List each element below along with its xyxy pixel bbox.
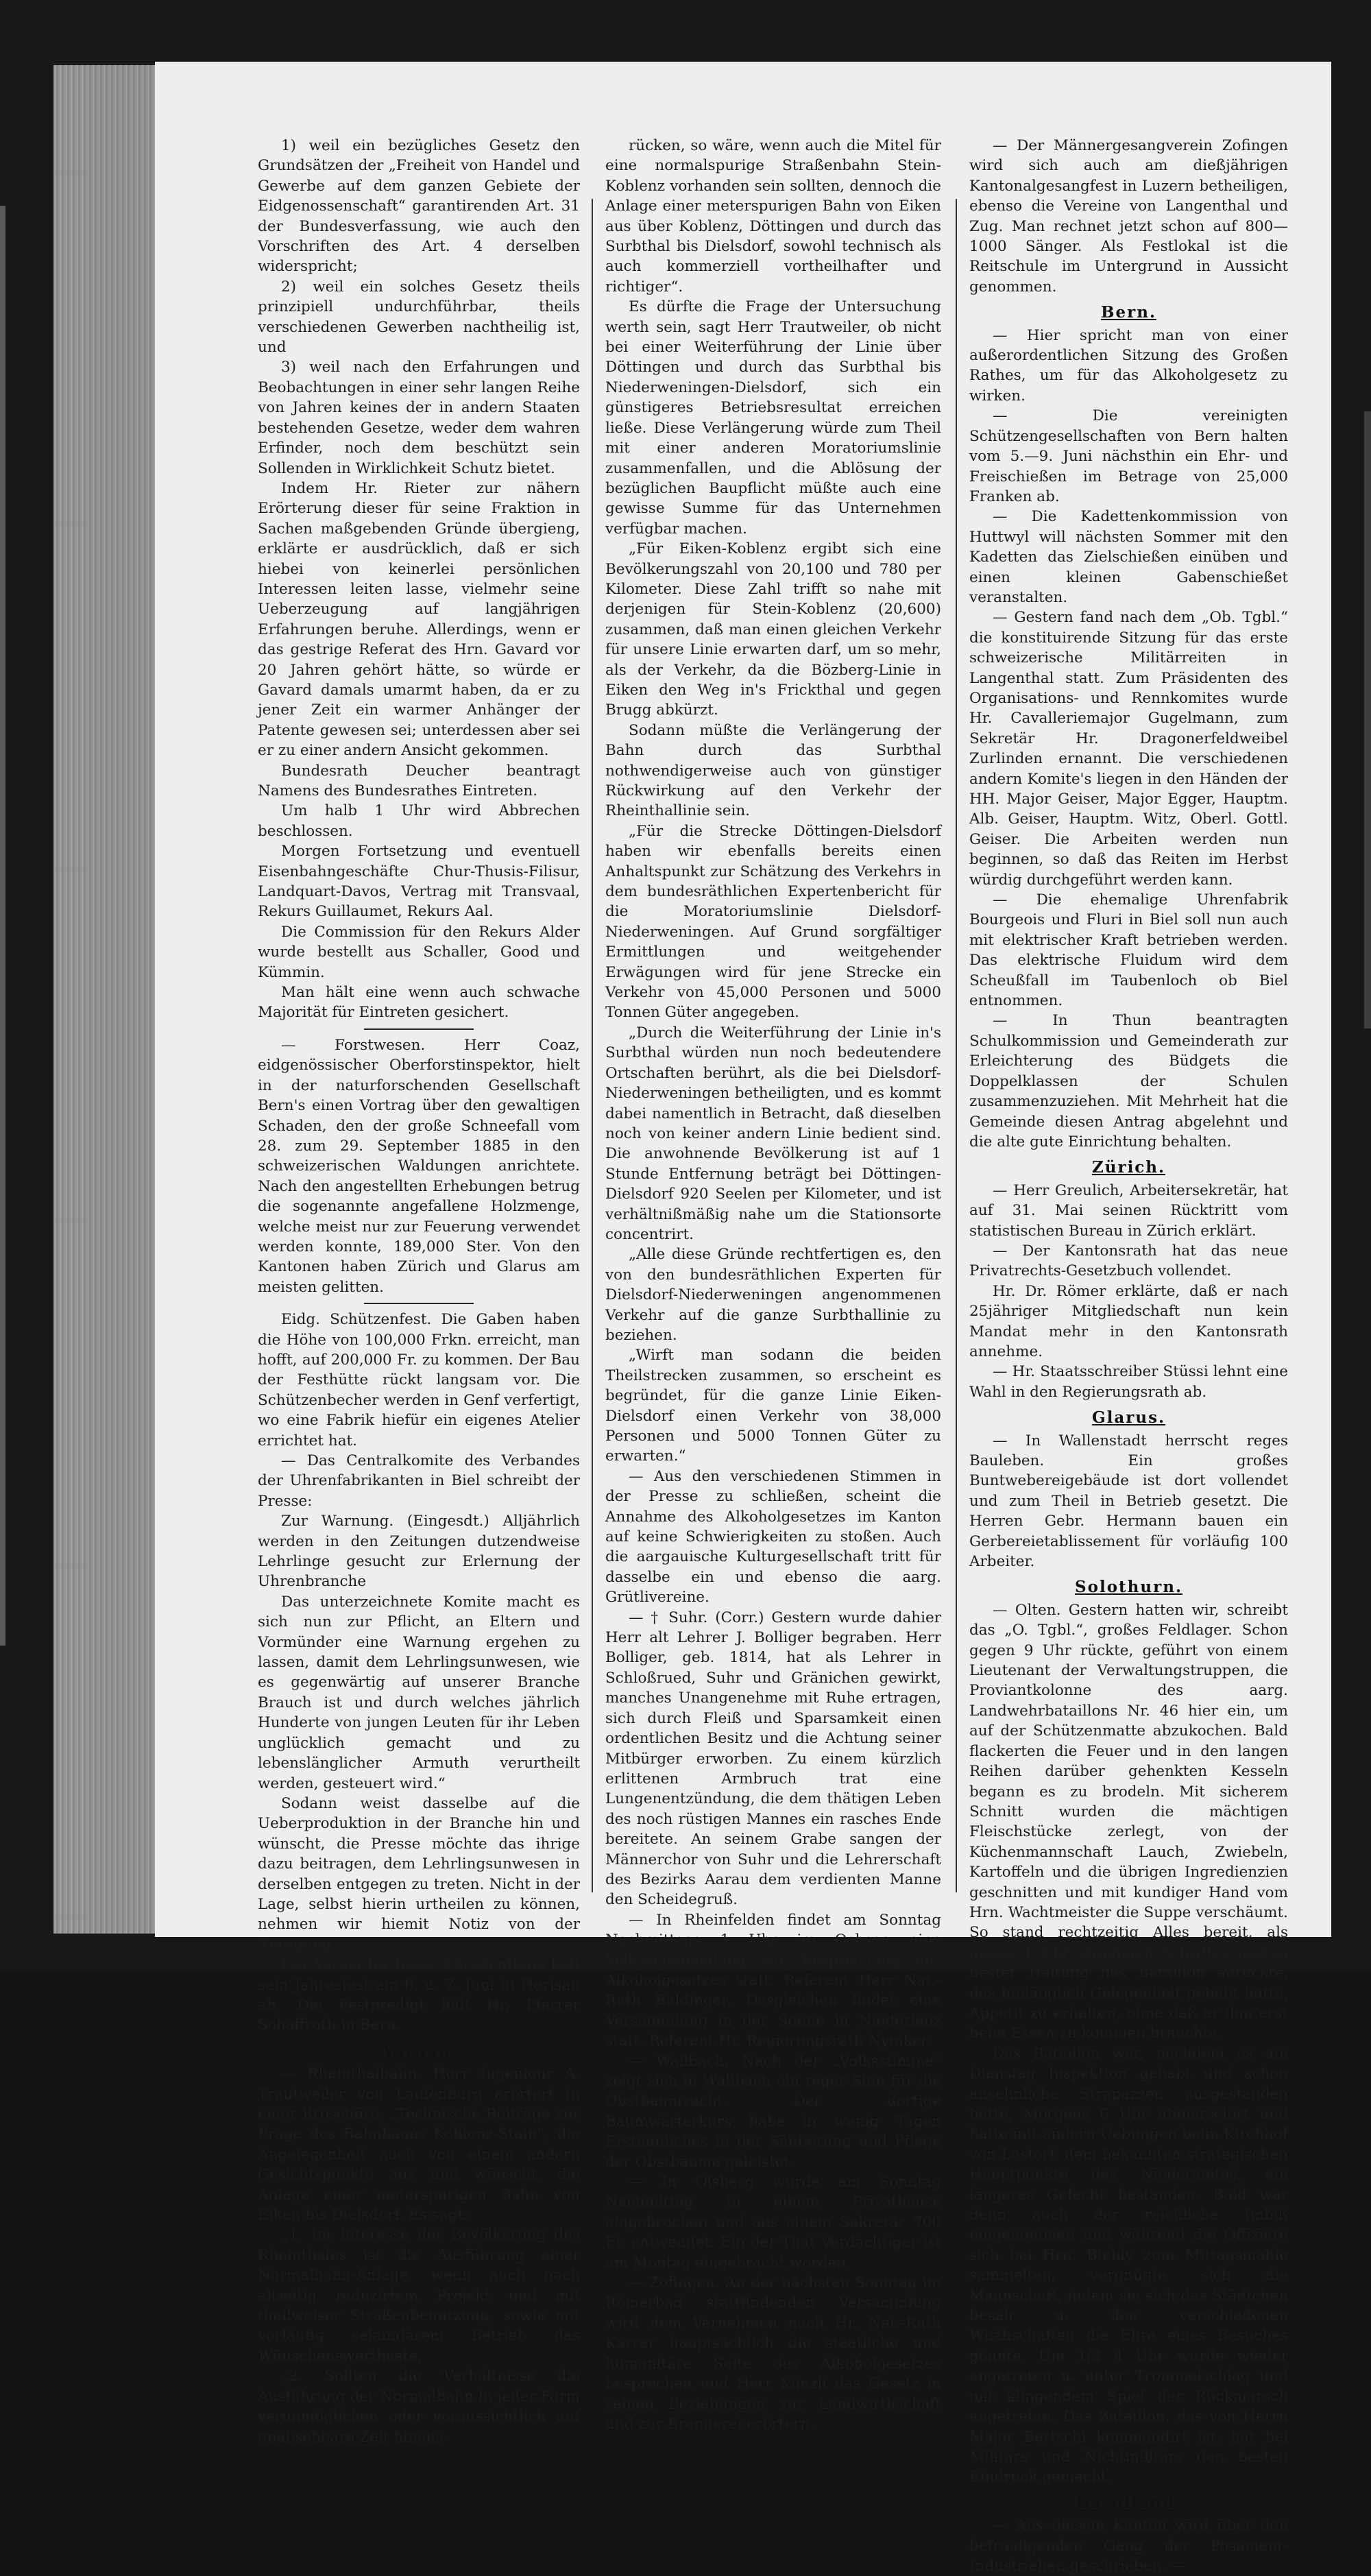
paragraph: 2) weil ein solches Gesetz theils prinzipiell undurchführbar, theils verschiedenen Gewerben nachtheilig ist, und <box>258 278 580 357</box>
section-divider <box>364 1028 474 1030</box>
paragraph: — In Rheinfelden findet am Sonntag Nachmittags 1 Uhr im Ochsen eine Volksversammlung zur Besprechung des Alkoholgesetzes statt. Referent Herr Nat.-Rath Baldinger. Desgleichen findet eine Versammlung in der Sonne in Niederlenz statt. Referent Hr. Regierungsrath Nyniker. <box>605 1911 941 2050</box>
column-3 <box>969 136 1288 2575</box>
paragraph: — Zofingen. An der nächsten Sonntag im Römerbad stattfindenden Versammlung wird dem Vernehmen nach Hr. Nat.-Rath Karrer hauptsächlich die staatliche und humanitäre Seite des Alkoholgesetzes besprechen und Herr Künzli das Gesetz in seinen Beziehungen zur Landwirthschaft und zur Brennerei erörtern. <box>605 2274 941 2433</box>
paragraph: „2. Sollten die Verhältnisse die Ausführung der Normalbahn in jeder Form verunmöglichen oder voraussichtlich auf unabsehbare Zeit hinaus- <box>258 2368 580 2446</box>
paragraph: — Das Centralkomite des Verbandes der Uhrenfabrikanten in Biel schreibt der Presse: <box>258 1452 580 1510</box>
paragraph: Die Commission für den Rekurs Alder wurde bestellt aus Schaller, Good und Kümmin. <box>258 923 580 981</box>
paragraph: Man hält eine wenn auch schwache Majorität für Eintreten gesichert. <box>258 984 580 1022</box>
paragraph: 3) weil nach den Erfahrungen und Beobachtungen in einer sehr langen Reihe von Jahren keines der in andern Staaten bestehenden Gesetze, weder dem wahren Erfinder, noch dem beschützt sein Sollenden in Wirklichkeit Schutz bietet. <box>258 359 580 477</box>
paragraph: — † Suhr. (Corr.) Gestern wurde dahier Herr alt Lehrer J. Bolliger begraben. Herr Bolliger, geb. 1814, hat als Lehrer in Schloßrued, Suhr und Gränichen gewirkt, manches Unangenehme mit Ruhe ertragen, sich durch Fleiß und Sparsamkeit einen ordentlichen Besitz und die Achtung seiner Mitbürger erworben. Zu einem kürzlich erlittenen Armbruch trat eine Lungenentzündung, die dem thätigen Leben des noch rüstigen Mannes ein rasches Ende bereitete. An seinem Grabe sangen der Männerchor von Suhr und die Lehrerschaft des Bezirks Aarau dem verdienten Manne den Scheidegruß. <box>605 1609 941 1909</box>
paragraph: — Olten. Gestern hatten wir, schreibt das „O. Tgbl.“, großes Feldlager. Schon gegen 9 Uhr rückte, geführt von einem Lieutenant der Verwaltungstruppen, die Proviantkolonne des aarg. Landwehrbataillons Nr. 46 hier ein, um auf der Schützenmatte abzukochen. Bald flackerten die Feuer und in den langen Reihen darüber gehenkten Kesseln begann es zu brodeln. Mit sicherem Schnitt wurden die mächtigen Fleischstücke zerlegt, von der Küchenmannschaft Lauch, Zwiebeln, Kartoffeln und die übrigen Ingredienzien geschnitten und mit kundiger Hand vom Hrn. Wachtmeister die Suppe verschäumt. So stand rechtzeitig Alles bereit, als gegen 1 Uhr strammen Schrittes und in bester Haltung das Bataillon anrückte, das hinlänglich Gelegenheit gehabt hatte, Appetit zu erhalten, ohne daß er ihm erst beim Essen zu kommen brauchte. <box>969 1601 1288 2043</box>
paragraph: Das Bataillon war, nachdem es am Dienstag Inspektion gehabt und schon ansehnliche Strapazzen ausgestanden hatte, Morgens 6 Uhr abmarschirt und hatte mit andern Uebungen beim Kirchhof von Lostorf, dem bekannten strategischen Hauptpunkte des Niederamtes, ein längeres Gefecht bestanden. Bald war denn auch der reichliche Imbiß eingenommen und während die Offiziere sich bei Hrn. Biehly zum Mittagsmahle sammelten, vergnügte sich die Mannschaft, indem sie sich das Städtchen besah u. den verschiedenen Wirthschaften die Ehre eines Besuches gönnte. Um 1/2 4 Uhr wurde wieder angetreten u. unter Trommelschlag und mit klingendem Spiel der Rückmarsch angetreten. Das Bataillon, das von Herrn Major Bertschi kommandirt ist, hat bei Militärs und Nichtmilitärs den besten Eindruck gemacht. <box>969 2045 1288 2486</box>
paragraph: Hr. Dr. Römer erklärte, daß er nach 25jähriger Mitgliedschaft nun kein Mandat mehr in den Kantonsrath annehme. <box>969 1282 1288 1360</box>
paragraph: „Für die Strecke Döttingen-Dielsdorf haben wir ebenfalls bereits einen Anhaltspunkt zur Schätzung des Verkehrs in dem bundesräthlichen Expertenbericht für die Moratoriumslinie Dielsdorf-Niederweningen. Auf Grund sorgfältiger Ermittlungen und weitgehender Erwägungen wird für jene Strecke ein Verkehr von 45,000 Personen und 5000 Tonnen Güter angegeben. <box>605 822 941 1022</box>
newspaper-page <box>155 62 1331 2575</box>
paragraph: — In Wallenstadt herrscht reges Bauleben. Ein großes Buntwebereigebäude ist dort vollendet und zum Theil in Betrieb gesetzt. Die Herren Gebr. Hermann bauen ein Gerbereietablissement für vorläufig 100 Arbeiter. <box>969 1432 1288 1571</box>
paragraph: — Wallbach. Nach der „Volksstimme“ zeigt sich in Wallbach ein reger Sinn für die Obstbaumzucht. Der dortige Baumwärterkurs habe in wenig Tagen Erstaunliches in der Säuberung und Pflege der Obstbäume geleistet. <box>605 2052 941 2171</box>
paragraph: Sodann weist dasselbe auf die Ueberproduktion in der Branche hin und wünscht, die Presse möchte das ihrige dazu beitragen, dem Lehrlingsunwesen in derselben entgegen zu treten. Nicht in der Lage, selbst hierin urtheilen zu können, nehmen wir hiemit Notiz von der Anregung. <box>258 1794 580 1953</box>
section-divider <box>364 1303 474 1304</box>
paragraph: Eidg. Schützenfest. Die Gaben haben die Höhe von 100,000 Frkn. erreicht, man hofft, auf 200,000 Fr. zu kommen. Der Bau der Festhütte rückt langsam vor. Die Schützenbecher werden in Genf verfertigt, wo eine Fabrik hiefür ein eigenes Atelier errichtet hat. <box>258 1311 580 1449</box>
paragraph: Es dürfte die Frage der Untersuchung werth sein, sagt Herr Trautweiler, ob nicht bei einer Weiterführung der Linie über Döttingen und durch das Surbthal bis Niederweningen-Dielsdorf, sich ein günstigeres Betriebsresultat erreichen ließe. Diese Verlängerung würde zum Theil mit einer anderen Moratoriumslinie zusammenfallen, und die Ablösung der bezüglichen Baupflicht müßte auch eine gewisse Summe für das Unternehmen verfügbar machen. <box>605 298 941 538</box>
paragraph: — Gestern fand nach dem „Ob. Tgbl.“ die konstituirende Sitzung für das erste schweizerische Militärreiten in Langenthal statt. Zum Präsidenten des Organisations- und Rennkomites wurde Hr. Cavalleriemajor Gugelmann, zum Sekretär Hr. Dragonerfeldweibel Zurlinden ernannt. Die verschiedenen andern Komite's liegen in den Händen der HH. Major Geiser, Major Egger, Hauptm. Alb. Geiser, Hauptm. Witz, Oberl. Gottl. Geiser. Die Arbeiten werden nun beginnen, so daß das Reiten im Herbst würdig durchgeführt werden kann. <box>969 609 1288 889</box>
book-page-edges <box>53 65 155 1934</box>
paragraph: — Der Kantonsrath hat das neue Privatrechts-Gesetzbuch vollendet. <box>969 1242 1288 1280</box>
paragraph: Sodann müßte die Verlängerung der Bahn durch das Surbthal nothwendigerweise auch von günstiger Rückwirkung auf den Verkehr der Rheinthallinie sein. <box>605 721 941 820</box>
paragraph: Indem Hr. Rieter zur nähern Erörterung dieser für seine Fraktion in Sachen maßgebenden Gründe übergieng, erklärte er ausdrücklich, daß er sich hiebei von keinerlei persönlichen Interessen leiten lasse, vielmehr seine Ueberzeugung auf langjährigen Erfahrungen beruhe. Allerdings, wenn er das gestrige Referat des Hrn. Gavard vor 20 Jahren gehört hätte, so würde er Gavard damals umarmt haben, da er zu jener Zeit ein warmer Anhänger der Patente gewesen sei; unterdessen aber sei er zu einer andern Ansicht gekommen. <box>258 479 580 760</box>
paragraph: Der Verein für freies Christenthum hält sein Jahresfest am 6. u. 7. Juni in Herisau ab. Die Festpredigt hält Hr. Pfarrer Schaffroth in Bern. <box>258 1956 580 2034</box>
section-heading-bern: Bern. <box>1101 303 1156 322</box>
column-rule-2 <box>956 199 957 1892</box>
paragraph: „Durch die Weiterführung der Linie in's Surbthal würden nun noch bedeutendere Ortschaften berührt, als die bei Dielsdorf-Niederweningen betheiligten, und es kommt dabei namentlich in Betracht, daß dieselben noch von keiner andern Linie bedient sind. Die anwohnende Bevölkerung ist auf 1 Stunde Entfernung beträgt bei Döttingen-Dielsdorf 920 Seelen per Kilometer, und ist verhältnißmäßig nahe um die Stationsorte concentrirt. <box>605 1024 941 1243</box>
paragraph: — Die vereinigten Schützengesellschaften von Bern halten vom 5.—9. Juni nächsthin ein Ehr- und Freischießen im Betrage von 25,000 Franken ab. <box>969 407 1288 505</box>
column-1 <box>258 136 580 2446</box>
section-heading-solothurn: Solothurn. <box>1075 1578 1182 1597</box>
paragraph: „Wirft man sodann die beiden Theilstrecken zusammen, so erscheint es begründet, für die ganze Linie Eiken-Dielsdorf einen Verkehr von 38,000 Personen und 5000 Tonnen Güter zu erwarten.“ <box>605 1347 941 1465</box>
paragraph: — Hier spricht man von einer außerordentlichen Sitzung des Großen Rathes, um für das Alkoholgesetz zu wirken. <box>969 326 1288 405</box>
paragraph: — Rheinthalbahn. Herr Ingenieur A. Trautweiler von Laufenburg erörtert in einer Broschüre: „Technische Beiträge zur Frage des Bahnbaues Koblenz-Stein“, die Angelegenheit auch von einem andern Gesichtspunkte aus und wünscht, die Anlage einer meterspurigen Bahn von Eiken bis Dielsdorf. Es sagt: <box>258 2065 580 2224</box>
paragraph: — Die Kadettenkommission von Huttwyl will nächsten Sommer mit den Kadetten das Zielschießen einüben und einen kleinen Gabenschießet veranstalten. <box>969 508 1288 606</box>
paragraph: — Hr. Staatsschreiber Stüssi lehnt eine Wahl in den Regierungsrath ab. <box>969 1363 1288 1401</box>
scan-edge-right <box>1364 411 1371 1028</box>
paragraph: „Für Eiken-Koblenz ergibt sich eine Bevölkerungszahl von 20,100 und 780 per Kilometer. Diese Zahl trifft so nahe mit derjenigen für Stein-Koblenz (20,600) zusammen, daß man einen gleichen Verkehr für unsere Linie erwarten darf, um so mehr, als der Verkehr, da die Bözberg-Linie in Eiken den Weg in's Frickthal und gegen Brugg abkürzt. <box>605 540 941 719</box>
paragraph: Das unterzeichnete Komite macht es sich nun zur Pflicht, an Eltern und Vormünder eine Warnung ergehen zu lassen, damit dem Lehrlingsunwesen, wie es gegenwärtig auf unserer Branche Brauch ist und durch welches jährlich Hunderte von jungen Leuten für ihr Leben unglücklich gemacht und zu lebenslänglicher Armuth verurtheilt werden, gesteuert wird.“ <box>258 1593 580 1792</box>
paragraph: rücken, so wäre, wenn auch die Mitel für eine normalspurige Straßenbahn Stein-Koblenz vorhanden sein sollten, dennoch die Anlage einer meterspurigen Bahn von Eiken aus über Koblenz, Döttingen und durch das Surbthal bis Dielsdorf, sowohl technisch als auch kommerziell vortheilhafter und richtiger“. <box>605 137 941 296</box>
paragraph: „Alle diese Gründe rechtfertigen es, den von den bundesräthlichen Experten für Dielsdorf-Niederweningen angenommenen Verkehr auf die ganze Surbthallinie zu beziehen. <box>605 1246 941 1344</box>
paragraph: Zur Warnung. (Eingesdt.) Alljährlich werden in den Zeitungen dutzendweise Lehrlinge gesucht zur Erlernung der Uhrenbranche <box>258 1513 580 1591</box>
paragraph: — Forstwesen. Herr Coaz, eidgenössischer Oberforstinspektor, hielt in der naturforschenden Gesellschaft Bern's einen Vortrag über den gewaltigen Schaden, den der große Schneefall vom 28. zum 29. September 1885 in den schweizerischen Waldungen anrichtete. Nach den angestellten Erhebungen betrug die sogenannte angefallene Holzmenge, welche meist nur zur Feuerung verwendet werden konnte, 189,000 Ster. Von den Kantonen haben Zürich und Glarus am meisten gelitten. <box>258 1036 580 1296</box>
paragraph: Um halb 1 Uhr wird Abbrechen beschlossen. <box>258 802 580 840</box>
paragraph: Bundesrath Deucher beantragt Namens des Bundesrathes Eintreten. <box>258 762 580 799</box>
paragraph: — Aus den verschiedenen Stimmen in der Presse zu schließen, scheint die Annahme des Alkoholgesetzes im Kanton auf keine Schwierigkeiten zu stoßen. Auch die aargauische Kulturgesellschaft tritt für dasselbe ein und ebenso die aarg. Grütlivereine. <box>605 1467 941 1606</box>
paragraph: 1) weil ein bezügliches Gesetz den Grundsätzen der „Freiheit von Handel und Gewerbe auf dem ganzen Gebiete der Eidgenossenschaft“ garantirenden Art. 31 der Bundesverfassung, wie auch den Vorschriften des Art. 4 derselben widerspricht; <box>258 137 580 276</box>
scan-edge-left <box>0 206 5 1646</box>
section-heading-zuerich: Zürich. <box>1091 1158 1166 1177</box>
paragraph: — Aus diesem Kanton wird über den befriedigenden Gang der Posament-Industrieben geschrieben. — <box>969 2517 1288 2575</box>
paragraph: — Herr Greulich, Arbeitersekretär, hat auf 31. Mai seinen Rücktritt vom statistischen Bureau in Zürich erklärt. <box>969 1181 1288 1240</box>
section-heading-glarus: Glarus. <box>1091 1408 1166 1428</box>
paragraph: — Die ehemalige Uhrenfabrik Bourgeois und Fluri in Biel soll nun auch mit elektrischer Kraft betrieben werden. Das elektrische Fluidum wird dem Scheußfall im Taubenloch ob Biel entnommen. <box>969 891 1288 1010</box>
section-heading-baselland: Baselland. <box>1075 2493 1182 2512</box>
paragraph: „1. Im Interesse der Bevölkerung des Rheinthales ist die Ausführung einer Normalbahn-Anlage, wenn auch nach allseitig reduzirtem Projekt und mit theilweiser Straßenbenutzung, sowie mit vorläufig sekundärem Betrieb das Wünschenswertheste. <box>258 2226 580 2365</box>
section-heading-aargau: Aargau. <box>379 2041 459 2060</box>
paragraph: — Der Männergesangverein Zofingen wird sich auch am dießjährigen Kantonalgesangfest in Luzern betheiligen, ebenso die Vereine von Langenthal und Zug. Man rechnet jetzt schon auf 800—1000 Sänger. Als Festlokal ist die Reitschule im Untergrund in Aussicht genommen. <box>969 137 1288 296</box>
column-rule-1 <box>592 199 593 1892</box>
paragraph: — In Olsberg wurde am Sonntag Nachmittag in einem Privathause eingebrochen und aus einem Sekretär 700 Fr. entwendet. Ein der That Verdächtiger ist am Montag eingebracht worden. <box>605 2174 941 2272</box>
column-2 <box>605 136 941 2433</box>
paragraph: Morgen Fortsetzung und eventuell Eisenbahngeschäfte Chur-Thusis-Filisur, Landquart-Davos, Vertrag mit Transvaal, Rekurs Guillaumet, Rekurs Aal. <box>258 843 580 921</box>
paragraph: — In Thun beantragten Schulkommission und Gemeinderath zur Erleichterung des Büdgets die Doppelklassen der Schulen zusammenzuziehen. Mit Mehrheit hat die Gemeinde diesen Antrag abgelehnt und die alte gute Einrichtung behalten. <box>969 1012 1288 1151</box>
